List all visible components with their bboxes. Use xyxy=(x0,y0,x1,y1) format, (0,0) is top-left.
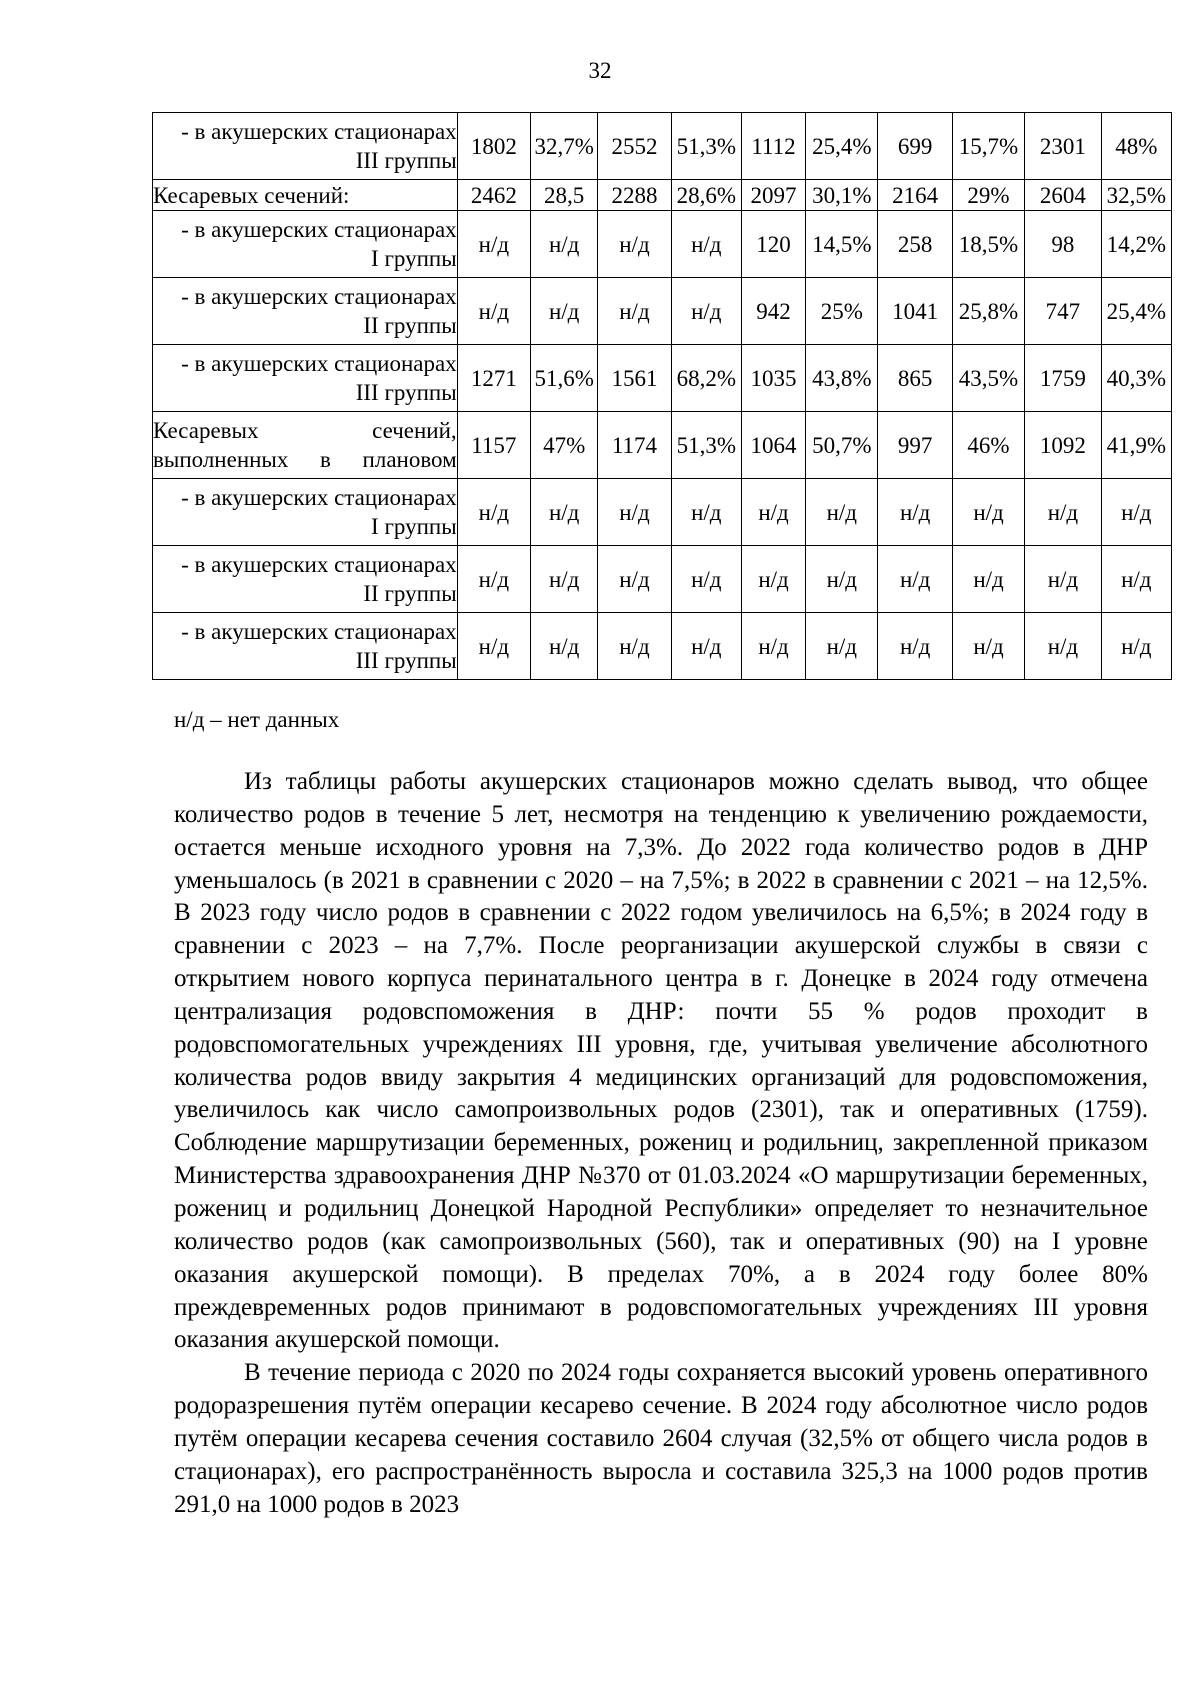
table-row xyxy=(153,345,1172,412)
table-cell: н/д xyxy=(598,278,671,345)
table-cell: 18,5% xyxy=(952,211,1024,278)
table-cell: 51,6% xyxy=(531,345,598,412)
table-cell: 46% xyxy=(952,412,1024,479)
table-cell: 2288 xyxy=(598,180,671,211)
table-cell: н/д xyxy=(1025,613,1101,680)
table-cell: 14,5% xyxy=(806,211,878,278)
table-cell: н/д xyxy=(457,613,530,680)
table-cell: 50,7% xyxy=(806,412,878,479)
table-cell: 25,4% xyxy=(806,113,878,180)
page-number: 32 xyxy=(588,58,612,83)
table-cell: 747 xyxy=(1025,278,1101,345)
table-footnote: н/д – нет данных xyxy=(174,707,340,732)
table-cell: 120 xyxy=(741,211,805,278)
table-cell: 997 xyxy=(878,412,952,479)
table-cell: н/д xyxy=(952,479,1024,546)
table-cell: 2097 xyxy=(741,180,805,211)
table-cell: 41,9% xyxy=(1101,412,1171,479)
table-cell: н/д xyxy=(531,211,598,278)
table-cell: 43,8% xyxy=(806,345,878,412)
table-row xyxy=(153,211,1172,278)
table-cell: 30,1% xyxy=(806,180,878,211)
table-cell: 25,8% xyxy=(952,278,1024,345)
table-cell: 1271 xyxy=(457,345,530,412)
table-cell: н/д xyxy=(878,479,952,546)
table-cell: н/д xyxy=(531,546,598,613)
table-cell: н/д xyxy=(952,613,1024,680)
table-cell: 28,6% xyxy=(671,180,741,211)
table-cell: н/д xyxy=(671,613,741,680)
table-cell: н/д xyxy=(531,278,598,345)
table-cell: 51,3% xyxy=(671,412,741,479)
table-cell: н/д xyxy=(1101,479,1171,546)
table-cell: 2604 xyxy=(1025,180,1101,211)
table-cell: н/д xyxy=(1025,546,1101,613)
table-cell: 40,3% xyxy=(1101,345,1171,412)
table-cell: 25% xyxy=(806,278,878,345)
table-row xyxy=(153,180,1172,211)
table-cell: н/д xyxy=(598,211,671,278)
table-cell: 2462 xyxy=(457,180,530,211)
birth-statistics-table xyxy=(152,112,1172,680)
table-cell: н/д xyxy=(671,546,741,613)
table-cell: 68,2% xyxy=(671,345,741,412)
table-cell: 699 xyxy=(878,113,952,180)
table-cell: 1112 xyxy=(741,113,805,180)
table-cell: н/д xyxy=(806,546,878,613)
table-cell: н/д xyxy=(457,211,530,278)
table-cell: 1041 xyxy=(878,278,952,345)
table-row xyxy=(153,412,1172,479)
row-label: - в акушерских стационарах I группы xyxy=(153,479,458,546)
table-cell: 1157 xyxy=(457,412,530,479)
table-cell: н/д xyxy=(741,546,805,613)
table-cell: н/д xyxy=(457,479,530,546)
table-cell: 32,7% xyxy=(531,113,598,180)
row-label: - в акушерских стационарах II группы xyxy=(153,278,458,345)
paragraph: Из таблицы работы акушерских стационаров можно сделать вывод, что общее количество родов в течение 5 лет, несмотря на тенденцию к увеличению рождаемости, остается меньше исходного уровня на 7,3%. До 2022 года количество родов в ДНР уменьшалось (в 2021 в сравнении с 2020 – на 7,5%; в 2022 в сравнении с 2021 – на 12,5%. В 2023 году число родов в сравнении с 2022 годом увеличилось на 6,5%; в 2024 году в сравнении с 2023 – на 7,7%. После реорганизации акушерской службы в связи с открытием нового корпуса перинатального центра в г. Донецке в 2024 году отмечена централизация родовспоможения в ДНР: почти 55 % родов проходит в родовспомогательных учреждениях III уровня, где, учитывая увеличение абсолютного количества родов ввиду закрытия 4 медицинских организаций для родовспоможения, увеличилось как число самопроизвольных родов (2301), так и оперативных (1759). Соблюдение маршрутизации беременных, рожениц и родильниц, закрепленной приказом Министерства здравоохранения ДНР №370 от 01.03.2024 «О маршрутизации беременных, рожениц и родильниц Донецкой Народной Республики» определяет то незначительное количество родов (как самопроизвольных (560), так и оперативных (90) на I уровне оказания акушерской помощи). В пределах 70%, а в 2024 году более 80% преждевременных родов принимают в родовспомогательных учреждениях III уровня оказания акушерской помощи. xyxy=(174,768,1148,1354)
table-cell: н/д xyxy=(878,546,952,613)
table-cell: н/д xyxy=(1101,613,1171,680)
row-label: Кесаревых сечений, выполненных в плановом xyxy=(153,412,458,479)
table-cell: 51,3% xyxy=(671,113,741,180)
table-cell: 15,7% xyxy=(952,113,1024,180)
table-row xyxy=(153,613,1172,680)
table-cell: 47% xyxy=(531,412,598,479)
table-cell: 48% xyxy=(1101,113,1171,180)
table-cell: 32,5% xyxy=(1101,180,1171,211)
table-cell: н/д xyxy=(952,546,1024,613)
table-cell: н/д xyxy=(1101,546,1171,613)
table-cell: 1035 xyxy=(741,345,805,412)
table-cell: 2552 xyxy=(598,113,671,180)
table-cell: н/д xyxy=(671,278,741,345)
table-cell: н/д xyxy=(878,613,952,680)
row-label: - в акушерских стационарах III группы xyxy=(153,613,458,680)
table-cell: 1064 xyxy=(741,412,805,479)
table-row xyxy=(153,479,1172,546)
table-cell: 258 xyxy=(878,211,952,278)
table-cell: 25,4% xyxy=(1101,278,1171,345)
table-cell: 1759 xyxy=(1025,345,1101,412)
table-cell: н/д xyxy=(598,479,671,546)
row-label: - в акушерских стационарах III группы xyxy=(153,345,458,412)
table-cell: 1561 xyxy=(598,345,671,412)
table-cell: 2164 xyxy=(878,180,952,211)
table-cell: н/д xyxy=(671,479,741,546)
table-cell: 1174 xyxy=(598,412,671,479)
table-cell: 865 xyxy=(878,345,952,412)
table-cell: н/д xyxy=(457,278,530,345)
table-cell: н/д xyxy=(531,613,598,680)
table-cell: 1092 xyxy=(1025,412,1101,479)
table-cell: н/д xyxy=(671,211,741,278)
row-label: - в акушерских стационарах III группы xyxy=(153,113,458,180)
table-cell: 98 xyxy=(1025,211,1101,278)
table-cell: 43,5% xyxy=(952,345,1024,412)
paragraph: В течение периода с 2020 по 2024 годы сохраняется высокий уровень оперативного родоразрешения путём операции кесарево сечение. В 2024 году абсолютное число родов путём операции кесарева сечения составило 2604 случая (32,5% от общего числа родов в стационарах), его распространённость выросла и составила 325,3 на 1000 родов против 291,0 на 1000 родов в 2023 xyxy=(174,1359,1148,1518)
table-cell: н/д xyxy=(741,479,805,546)
table-cell: н/д xyxy=(806,613,878,680)
body-text xyxy=(174,766,1148,1521)
table-cell: 14,2% xyxy=(1101,211,1171,278)
table-row xyxy=(153,113,1172,180)
table-cell: н/д xyxy=(741,613,805,680)
table-cell: 2301 xyxy=(1025,113,1101,180)
row-label: Кесаревых сечений: xyxy=(153,180,458,211)
table-cell: н/д xyxy=(457,546,530,613)
table-cell: н/д xyxy=(806,479,878,546)
table-cell: н/д xyxy=(531,479,598,546)
table-row xyxy=(153,546,1172,613)
table-cell: 942 xyxy=(741,278,805,345)
table-row xyxy=(153,278,1172,345)
table-cell: н/д xyxy=(1025,479,1101,546)
table-cell: н/д xyxy=(598,613,671,680)
row-label: - в акушерских стационарах I группы xyxy=(153,211,458,278)
table-cell: н/д xyxy=(598,546,671,613)
row-label: - в акушерских стационарах II группы xyxy=(153,546,458,613)
table-cell: 28,5 xyxy=(531,180,598,211)
table-cell: 29% xyxy=(952,180,1024,211)
table-cell: 1802 xyxy=(457,113,530,180)
